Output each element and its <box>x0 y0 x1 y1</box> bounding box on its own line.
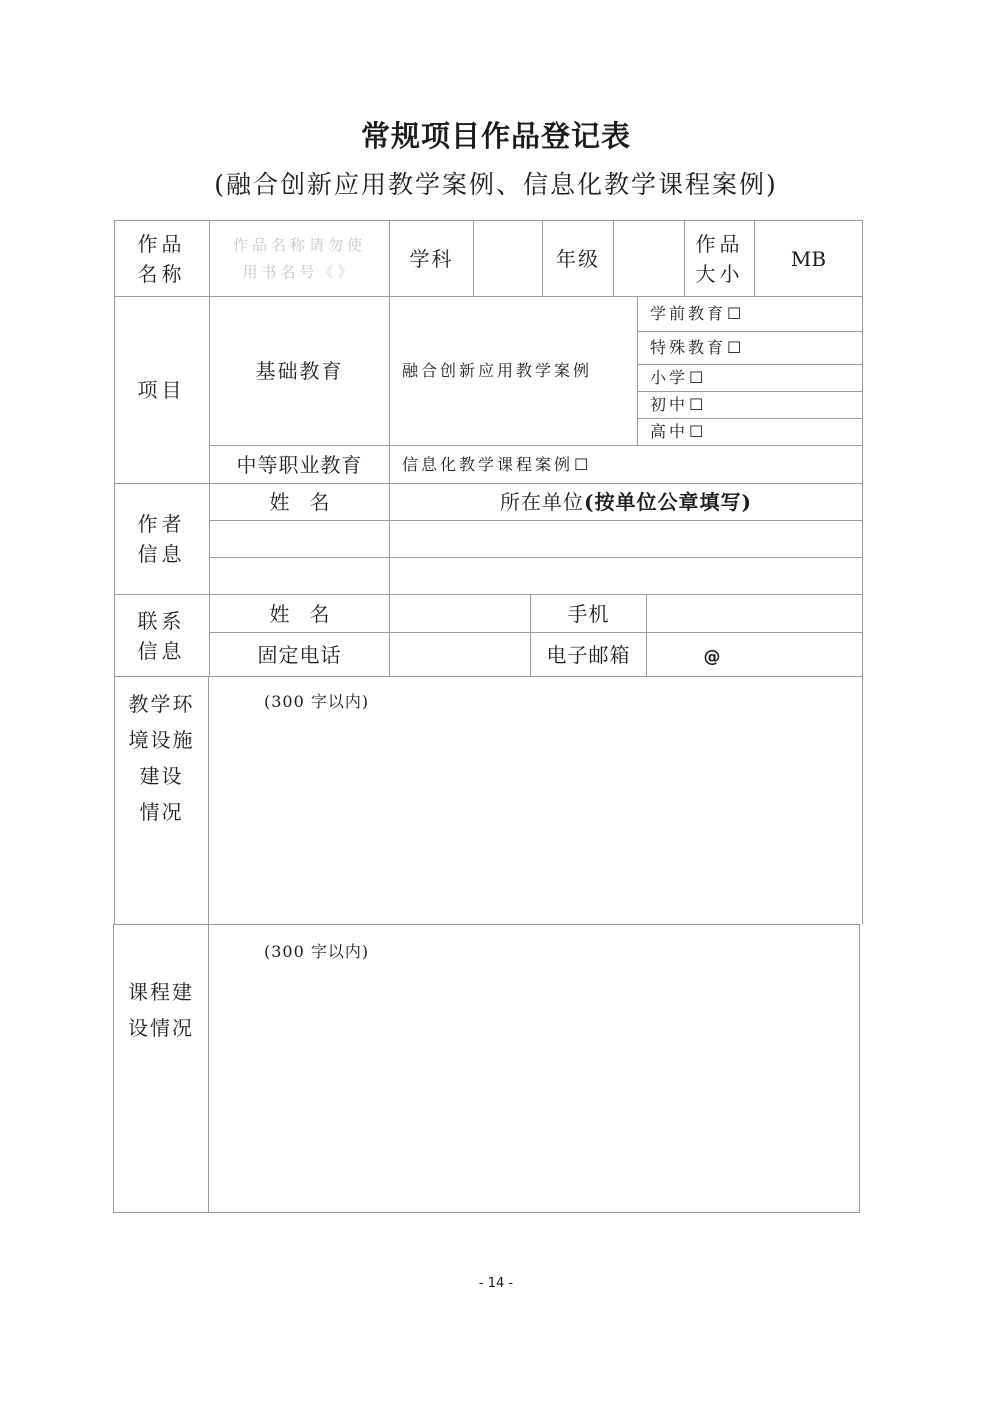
author-name-field-2[interactable] <box>210 558 389 594</box>
subject-field[interactable] <box>474 221 542 296</box>
vocational-education-label: 中等职业教育 <box>236 452 363 477</box>
subject-label: 学科 <box>409 246 454 271</box>
author-name-header: 姓 名 <box>269 490 330 514</box>
course-limit-note: (300 字以内) <box>264 942 370 961</box>
basic-education-label: 基础教育 <box>255 359 344 383</box>
project-label: 项目 <box>137 378 186 402</box>
level-senior[interactable] <box>638 419 862 445</box>
level-junior[interactable] <box>638 392 862 418</box>
course-label: 课程建 设情况 <box>128 980 194 1040</box>
author-unit-field-1[interactable] <box>390 521 862 557</box>
work-name-field[interactable]: 作品名称请勿使 用书名号《》 <box>232 236 366 281</box>
checkbox-icon[interactable]: ☐ <box>689 368 704 387</box>
environment-label: 教学环 境设施 建设 情况 <box>128 692 195 824</box>
mobile-field[interactable] <box>647 595 862 632</box>
checkbox-icon[interactable]: ☐ <box>689 422 704 441</box>
level-special[interactable] <box>638 332 862 364</box>
unit-header-text: 所在单位 <box>500 490 585 514</box>
checkbox-icon[interactable]: ☐ <box>727 338 742 357</box>
grade-field[interactable] <box>614 221 684 296</box>
grade-label: 年级 <box>556 246 600 271</box>
page-subtitle: (融合创新应用教学案例、信息化教学课程案例) <box>214 170 778 199</box>
contact-name-label: 姓 名 <box>269 601 330 626</box>
checkbox-icon[interactable]: ☐ <box>727 304 742 323</box>
unit-header-note: (按单位公章填写) <box>584 490 752 514</box>
page-title: 常规项目作品登记表 <box>360 119 631 153</box>
contact-name-field[interactable] <box>390 595 530 632</box>
level-label: 学前教育 <box>650 304 727 323</box>
environment-limit-note: (300 字以内) <box>264 692 370 711</box>
email-field[interactable]: @ <box>703 646 721 667</box>
page-number: - 14 - <box>478 1276 514 1291</box>
author-unit-field-2[interactable] <box>390 558 862 594</box>
author-info-label: 作者 信息 <box>137 512 186 566</box>
environment-text-area[interactable] <box>210 720 860 922</box>
author-unit-header <box>390 484 862 520</box>
level-preschool[interactable] <box>638 297 862 331</box>
vocational-case-label: 信息化教学课程案例 <box>402 454 574 474</box>
contact-info-label: 联系 信息 <box>137 608 186 663</box>
work-size-label: 作品 大小 <box>695 231 744 286</box>
landline-label: 固定电话 <box>257 642 342 667</box>
work-size-field[interactable]: MB <box>790 246 827 271</box>
level-label: 初中 <box>650 395 689 414</box>
checkbox-icon[interactable]: ☐ <box>574 454 589 474</box>
mobile-label: 手机 <box>567 601 610 626</box>
integration-case-label: 融合创新应用教学案例 <box>402 361 593 380</box>
level-label: 小学 <box>650 368 689 387</box>
work-name-label: 作品 名称 <box>137 231 186 286</box>
author-name-field-1[interactable] <box>210 521 389 557</box>
checkbox-icon[interactable]: ☐ <box>689 395 704 414</box>
landline-field[interactable] <box>390 633 530 676</box>
course-text-area[interactable] <box>210 970 858 1210</box>
vocational-case-option[interactable] <box>390 446 862 483</box>
level-label: 特殊教育 <box>650 338 727 357</box>
email-label: 电子邮箱 <box>546 642 631 667</box>
level-label: 高中 <box>650 422 689 441</box>
level-primary[interactable] <box>638 365 862 391</box>
